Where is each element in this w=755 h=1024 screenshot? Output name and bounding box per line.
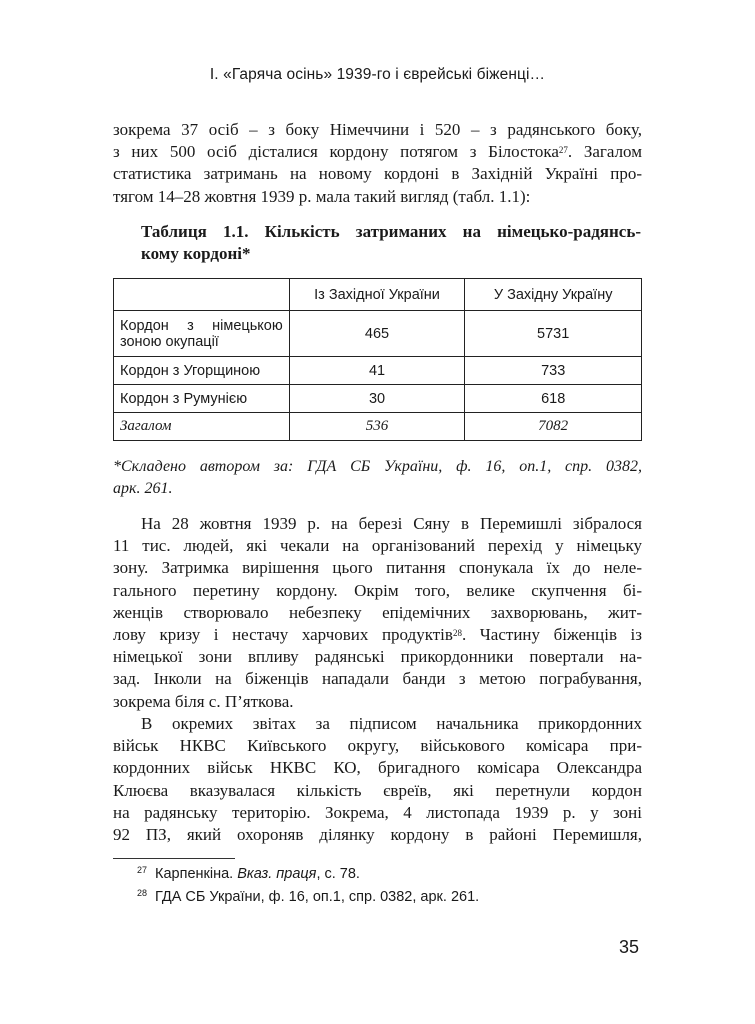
cell-from: 41 xyxy=(289,357,465,385)
row-label: Загалом xyxy=(114,413,290,441)
page-number: 35 xyxy=(619,937,640,957)
table-header-cell: Із Західної України xyxy=(289,279,465,311)
footnote: $^{28}$ ГДА СБ України, ф. 16, оп.1, спр. 0382, арк. 261. xyxy=(137,888,480,905)
cell-to: 733 xyxy=(465,357,642,385)
text-line: зокрема біля с. П’яткова. xyxy=(113,691,294,711)
data-table xyxy=(113,278,642,441)
cell-from: 30 xyxy=(289,385,465,413)
body-paragraph xyxy=(113,513,642,713)
table-source-note: *Складено автором за: ГДА СБ України, ф. 16, оп.1, спр. 0382, арк. 261. xyxy=(113,458,642,497)
intro-paragraph xyxy=(113,119,642,208)
footnote: $^{27}$ Карпенкіна. Вказ. праця, с. 78. xyxy=(137,865,360,882)
row-label: Кордон з німецькою зоною окупації xyxy=(114,311,290,357)
cell-from: 536 xyxy=(289,413,465,441)
cell-to: 618 xyxy=(465,385,642,413)
table-row xyxy=(114,311,642,357)
cell-from: 465 xyxy=(289,311,465,357)
cell-to: 5731 xyxy=(465,311,642,357)
text-line: 11 тис. людей, які чекали на організований перехід у німецьку xyxy=(113,536,642,556)
text-line: німецької зони впливу радянські прикордонники повертали на- xyxy=(113,647,642,667)
row-label: Кордон з Угорщиною xyxy=(114,357,290,385)
text-line: На 28 жовтня 1939 р. на березі Сяну в Перемишлі зібралося xyxy=(141,514,642,533)
footnote-ref: 28 xyxy=(452,628,462,639)
text-line: зокрема 37 осіб – з боку Німеччини і 520 – з радянського боку, xyxy=(113,120,642,139)
text-line: Клюєва вказувалася кількість євреїв, які перетнули кордон xyxy=(113,780,642,800)
table-header-cell xyxy=(114,279,290,311)
row-label: Кордон з Румунією xyxy=(114,385,290,413)
table-row xyxy=(114,357,642,385)
table-row xyxy=(114,385,642,413)
text-line: військ НКВС Київського округу, військового комісара при- xyxy=(113,736,642,756)
text-line: тягом 14–28 жовтня 1939 р. мала такий вигляд (табл. 1.1): xyxy=(113,186,531,206)
footnote-divider xyxy=(113,858,235,859)
text-line: зад. Інколи на біженців нападали банди з метою пограбування, xyxy=(113,669,642,689)
text-line: на радянську територію. Зокрема, 4 листопада 1939 р. у зоні xyxy=(113,802,642,822)
table-header-cell: У Західну Україну xyxy=(465,279,642,311)
footnote-ref: 27 xyxy=(558,145,568,156)
table-header-row xyxy=(114,279,642,311)
text-line: з них 500 осіб дісталися кордону потягом з Білостока$^{27}$. Загалом xyxy=(113,142,642,162)
text-line: женців створювало небезпеку епідемічних захворювань, жит- xyxy=(113,602,642,622)
text-line: В окремих звітах за підписом начальника прикордонних xyxy=(141,714,642,733)
table-total-row xyxy=(114,413,642,441)
body-paragraph xyxy=(113,713,642,846)
text-line: зону. Затримка вирішення цього питання спонукала їх до нелe- xyxy=(113,558,642,578)
table-title: Таблиця 1.1. Кількість затриманих на німецько-радянсь- кому кордоні* xyxy=(141,222,641,263)
text-line: лову кризу і нестачу харчових продуктів$^{28}$. Частину біженців із xyxy=(113,625,642,645)
text-line: гального перетину кордону. Окрім того, велике скупчення бі- xyxy=(113,580,642,600)
cell-to: 7082 xyxy=(465,413,642,441)
running-head: I. «Гаряча осінь» 1939-го і єврейські біженці… xyxy=(209,66,546,83)
text-line: кордонних військ НКВС КО, бригадного комісара Олександра xyxy=(113,758,642,778)
text-line: статистика затримань на новому кордоні в Західній Україні про- xyxy=(113,164,642,184)
text-line: 92 ПЗ, який охороняв ділянку кордону в районі Перемишля, xyxy=(113,825,642,845)
